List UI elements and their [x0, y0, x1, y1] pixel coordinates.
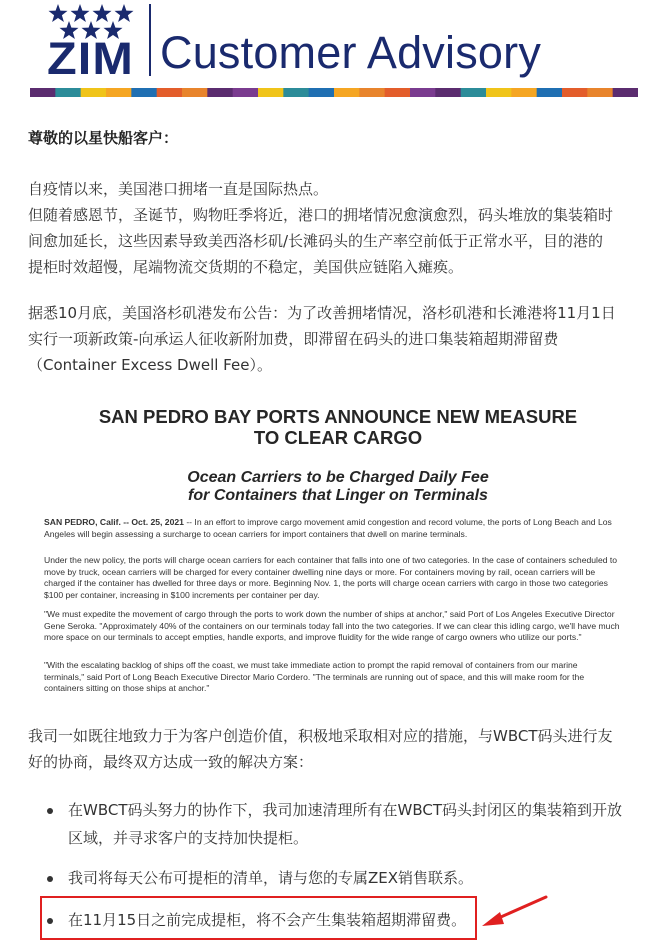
press-line: Angeles will begin assessing a surcharge to ocean carriers for import containers that dwell on marine terminals. [44, 528, 468, 539]
stripe-segment [233, 88, 259, 97]
text-line: 提柜时效超慢，尾端物流交货期的不稳定，美国供应链陷入瘫痪。 [28, 258, 464, 276]
stripe-segment [587, 88, 613, 97]
bullet-item-highlighted [68, 906, 648, 934]
text-line: 实行一项新政策-向承运人征收新附加费，即滞留在码头的进口集装箱超期滞留费 [28, 330, 559, 348]
text-line: 好的协商，最终双方达成一致的解决方案： [28, 753, 314, 771]
stripe-segment [309, 88, 335, 97]
press-paragraph [44, 609, 644, 644]
press-paragraph [44, 517, 644, 540]
press-paragraph [44, 660, 644, 695]
stripe-segment [511, 88, 537, 97]
stripe-segment [461, 88, 487, 97]
text-line: 我司一如既往地致力于为客户创造价值，积极地采取相对应的措施，与WBCT码头进行友 [28, 727, 613, 745]
bullet-item [68, 864, 648, 892]
stripe-segment [410, 88, 436, 97]
stripe-segment [157, 88, 183, 97]
press-title-line: SAN PEDRO BAY PORTS ANNOUNCE NEW MEASURE [98, 406, 578, 427]
text-line: 我司将每天公布可提柜的清单，请与您的专属ZEX销售联系。 [68, 869, 474, 887]
press-title-line: TO CLEAR CARGO [253, 427, 423, 448]
press-line: move by truck, ocean carriers will be charged for every container dwelling nine days or more. For containers moving by rail, ocean carriers will be [44, 566, 596, 577]
press-release-title [40, 406, 636, 448]
press-release-subtitle [40, 469, 636, 505]
stripe-segment [435, 88, 461, 97]
stripe-segment [81, 88, 107, 97]
press-subtitle-line: Ocean Carriers to be Charged Daily Fee [187, 469, 489, 486]
stripe-segment [613, 88, 638, 97]
stripe-segment [283, 88, 309, 97]
stripe-segment [55, 88, 81, 97]
intro-paragraph [28, 176, 640, 280]
text-line: 在11月15日之前完成提柜，将不会产生集装箱超期滞留费。 [68, 911, 467, 929]
press-dateline: SAN PEDRO, Calif. -- Oct. 25, 2021 [44, 517, 184, 527]
stripe-segment [537, 88, 563, 97]
stripe-segment [385, 88, 411, 97]
press-line-text: -- In an effort to improve cargo movement amid congestion and record volume, the ports of Long Beach and Los [183, 517, 612, 527]
stripe-segment [486, 88, 512, 97]
press-line: Under the new policy, the ports will charge ocean carriers for each container that falls into one of two categories. In the case of containers scheduled to [44, 555, 618, 565]
text-line: 间愈加延长，这些因素导致美西洛杉矶/长滩码头的生产率空前低于正常水平，目的港的 [28, 232, 604, 250]
text-line: 据悉10月底，美国洛杉矶港发布公告：为了改善拥堵情况，洛杉矶港和长滩港将11月1日 [28, 304, 616, 322]
port-announcement-paragraph [28, 300, 640, 378]
color-stripe-banner [30, 88, 638, 97]
text-line: 区域，并寻求客户的支持加快提柜。 [68, 829, 309, 847]
bullet-dot [47, 876, 53, 882]
press-line: charged if the container has dwelled for three days or more. Beginning Nov. 1, the ports will charge ocean carriers with cargo in those two categories [44, 578, 608, 588]
press-line: more space on our terminals to accept empties, handle exports, and improve fluidity for the wide range of cargo owners who utilize our ports." [44, 632, 582, 642]
stripe-segment [258, 88, 284, 97]
press-release-excerpt [40, 396, 636, 718]
solution-paragraph [28, 723, 640, 775]
zim-logo-text: ZIM [47, 33, 134, 84]
bullet-dot [47, 918, 53, 924]
stripe-segment [334, 88, 360, 97]
press-line: "We must expedite the movement of cargo through the ports to work down the number of ships at anchor," said Port of Los Angeles Executive Director [44, 609, 615, 619]
page-title: Customer Advisory [160, 27, 542, 78]
red-arrow-icon [480, 894, 550, 928]
stripe-segment [30, 88, 56, 97]
press-line: "With the escalating backlog of ships off the coast, we must take immediate action to prompt the rapid removal of containers from our marine [44, 660, 578, 670]
text-line: 但随着感恩节，圣诞节，购物旺季将近，港口的拥堵情况愈演愈烈，码头堆放的集装箱时 [28, 206, 614, 224]
stripe-segment [106, 88, 132, 97]
press-line: containers sitting on those ships at anchor." [44, 683, 210, 693]
press-paragraph [44, 555, 644, 601]
stripe-segment [359, 88, 385, 97]
press-line [44, 517, 644, 529]
stripe-segment [207, 88, 233, 97]
bullet-item [68, 796, 648, 852]
text-line: （Container Excess Dwell Fee）。 [28, 356, 272, 374]
press-line: terminals," said Port of Long Beach Executive Director Mario Cordero. "The terminals are running out of space, and this will make room for the [44, 671, 585, 682]
bullet-dot [47, 808, 53, 814]
text-line: 在WBCT码头努力的协作下，我司加速清理所有在WBCT码头封闭区的集装箱到开放 [68, 801, 622, 819]
stripe-segment [182, 88, 208, 97]
text-line: 自疫情以来，美国港口拥堵一直是国际热点。 [28, 180, 329, 198]
press-line: Gene Seroka. "Approximately 40% of the containers on our terminals today fall into the two categories. If we can clear this idling cargo, we'll have much [44, 620, 620, 631]
press-subtitle-line: for Containers that Linger on Terminals [188, 487, 488, 504]
advisory-header [0, 0, 666, 100]
stripe-segment [131, 88, 157, 97]
greeting: 尊敬的以星快船客户： [28, 129, 179, 147]
header-divider [149, 4, 151, 76]
press-line: $100 per container, increasing in $100 increments per container per day. [44, 589, 320, 600]
stripe-segment [562, 88, 588, 97]
